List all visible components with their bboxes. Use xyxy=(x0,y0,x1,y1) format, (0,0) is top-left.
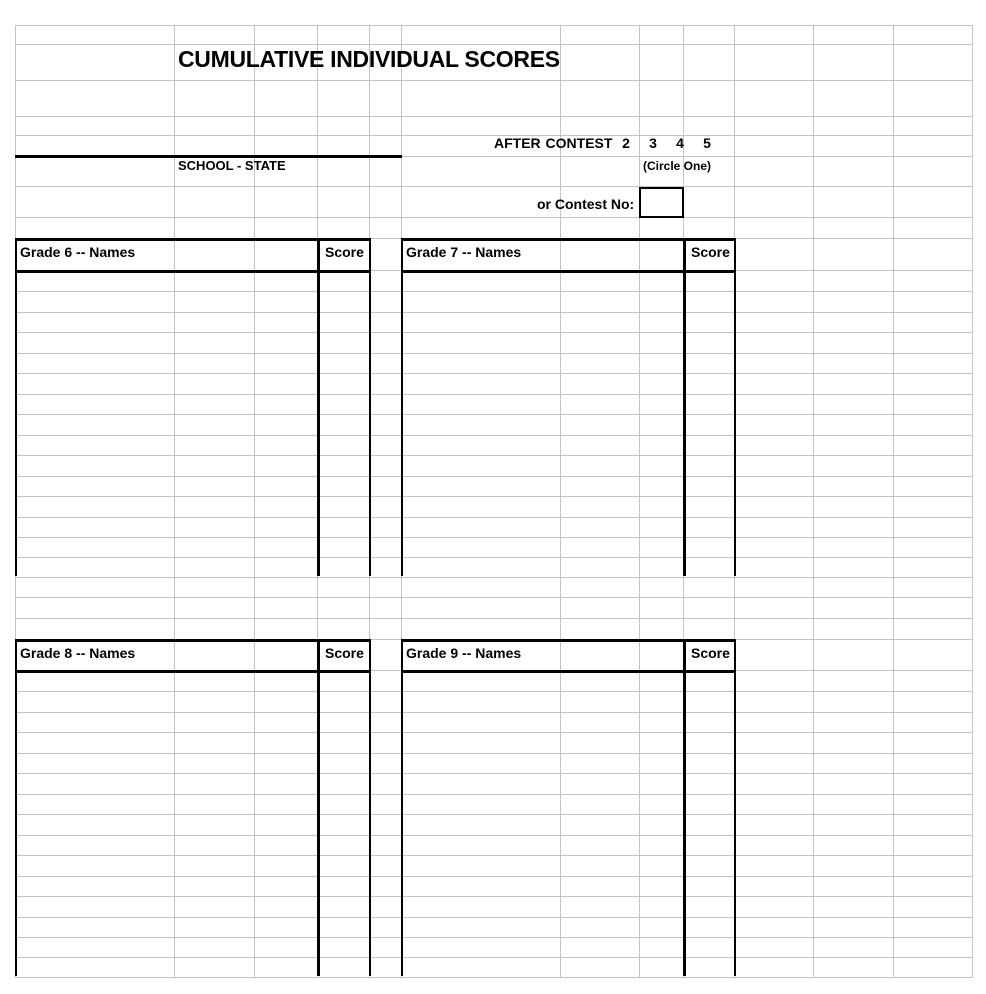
grid-row-line xyxy=(15,773,973,774)
school-state-label: SCHOOL - STATE xyxy=(178,158,286,173)
table-right-border xyxy=(734,238,736,576)
name-entry-cell[interactable] xyxy=(17,273,317,291)
score-entry-cell[interactable] xyxy=(686,693,734,711)
name-entry-cell[interactable] xyxy=(403,518,683,536)
name-entry-cell[interactable] xyxy=(403,273,683,291)
score-entry-cell[interactable] xyxy=(686,355,734,373)
name-entry-cell[interactable] xyxy=(17,334,317,352)
table-score-header: Score xyxy=(325,244,364,260)
table-names-header: Grade 8 -- Names xyxy=(20,645,136,661)
name-entry-cell[interactable] xyxy=(403,355,683,373)
score-entry-cell[interactable] xyxy=(320,436,369,454)
score-entry-cell[interactable] xyxy=(320,497,369,515)
name-entry-cell[interactable] xyxy=(17,775,317,793)
score-entry-cell[interactable] xyxy=(686,877,734,895)
grid-row-line xyxy=(15,414,973,415)
name-entry-cell[interactable] xyxy=(17,857,317,875)
name-entry-cell[interactable] xyxy=(403,959,683,977)
name-entry-cell[interactable] xyxy=(403,734,683,752)
name-entry-cell[interactable] xyxy=(17,816,317,834)
score-entry-cell[interactable] xyxy=(320,938,369,956)
score-entry-cell[interactable] xyxy=(686,959,734,977)
name-entry-cell[interactable] xyxy=(17,897,317,915)
score-entry-cell[interactable] xyxy=(320,755,369,773)
contest-option-3[interactable]: 3 xyxy=(649,135,657,151)
name-entry-cell[interactable] xyxy=(17,559,317,577)
table-score-header: Score xyxy=(325,645,364,661)
name-entry-cell[interactable] xyxy=(17,457,317,475)
score-entry-cell[interactable] xyxy=(686,416,734,434)
contest-option-4[interactable]: 4 xyxy=(676,135,684,151)
score-entry-cell[interactable] xyxy=(320,395,369,413)
table-right-border xyxy=(734,639,736,976)
grid-row-line xyxy=(15,557,973,558)
table-right-border xyxy=(369,639,371,976)
score-entry-cell[interactable] xyxy=(686,436,734,454)
name-entry-cell[interactable] xyxy=(17,795,317,813)
grid-row-line xyxy=(15,116,973,117)
table-score-header: Score xyxy=(691,645,730,661)
score-entry-cell[interactable] xyxy=(320,918,369,936)
score-entry-cell[interactable] xyxy=(686,538,734,556)
score-entry-cell[interactable] xyxy=(320,816,369,834)
name-entry-cell[interactable] xyxy=(403,457,683,475)
name-entry-cell[interactable] xyxy=(403,538,683,556)
score-entry-cell[interactable] xyxy=(320,897,369,915)
grid-row-line xyxy=(15,25,973,26)
score-entry-cell[interactable] xyxy=(320,518,369,536)
score-entry-cell[interactable] xyxy=(686,734,734,752)
grid-row-line xyxy=(15,80,973,81)
grid-row-line xyxy=(15,814,973,815)
score-entry-cell[interactable] xyxy=(320,857,369,875)
name-entry-cell[interactable] xyxy=(403,559,683,577)
score-entry-cell[interactable] xyxy=(686,334,734,352)
name-entry-cell[interactable] xyxy=(403,693,683,711)
grid-row-line xyxy=(15,217,973,218)
name-entry-cell[interactable] xyxy=(403,918,683,936)
score-entry-cell[interactable] xyxy=(686,816,734,834)
score-entry-cell[interactable] xyxy=(320,477,369,495)
page-title: CUMULATIVE INDIVIDUAL SCORES xyxy=(178,46,560,72)
name-entry-cell[interactable] xyxy=(17,477,317,495)
after-contest-label: AFTER CONTEST xyxy=(494,135,613,151)
name-entry-cell[interactable] xyxy=(17,293,317,311)
name-entry-cell[interactable] xyxy=(17,877,317,895)
score-entry-cell[interactable] xyxy=(320,959,369,977)
score-entry-cell[interactable] xyxy=(320,714,369,732)
name-entry-cell[interactable] xyxy=(17,375,317,393)
grid-row-line xyxy=(15,732,973,733)
name-entry-cell[interactable] xyxy=(403,836,683,854)
name-entry-cell[interactable] xyxy=(17,518,317,536)
name-entry-cell[interactable] xyxy=(403,477,683,495)
name-entry-cell[interactable] xyxy=(17,497,317,515)
name-entry-cell[interactable] xyxy=(17,734,317,752)
score-entry-cell[interactable] xyxy=(686,314,734,332)
contest-number-box[interactable] xyxy=(639,187,684,218)
score-entry-cell[interactable] xyxy=(686,497,734,515)
name-entry-cell[interactable] xyxy=(403,938,683,956)
name-entry-cell[interactable] xyxy=(403,436,683,454)
score-entry-cell[interactable] xyxy=(320,673,369,691)
score-entry-cell[interactable] xyxy=(686,395,734,413)
score-entry-cell[interactable] xyxy=(686,273,734,291)
name-entry-cell[interactable] xyxy=(403,755,683,773)
name-entry-cell[interactable] xyxy=(403,293,683,311)
score-entry-cell[interactable] xyxy=(320,293,369,311)
score-entry-cell[interactable] xyxy=(686,714,734,732)
name-entry-cell[interactable] xyxy=(403,775,683,793)
name-entry-cell[interactable] xyxy=(17,673,317,691)
score-entry-cell[interactable] xyxy=(686,559,734,577)
score-entry-cell[interactable] xyxy=(320,314,369,332)
name-entry-cell[interactable] xyxy=(17,693,317,711)
score-entry-cell[interactable] xyxy=(320,334,369,352)
contest-option-2[interactable]: 2 xyxy=(622,135,630,151)
table-names-header: Grade 7 -- Names xyxy=(406,244,522,260)
name-entry-cell[interactable] xyxy=(403,395,683,413)
grid-row-line xyxy=(15,455,973,456)
grid-row-line xyxy=(15,373,973,374)
grid-row-line xyxy=(15,712,973,713)
score-entry-cell[interactable] xyxy=(320,375,369,393)
grid-row-line xyxy=(15,312,973,313)
score-entry-cell[interactable] xyxy=(686,897,734,915)
name-entry-cell[interactable] xyxy=(403,795,683,813)
score-entry-cell[interactable] xyxy=(320,775,369,793)
name-entry-cell[interactable] xyxy=(403,816,683,834)
name-entry-cell[interactable] xyxy=(403,314,683,332)
name-entry-cell[interactable] xyxy=(17,714,317,732)
name-entry-cell[interactable] xyxy=(17,938,317,956)
score-entry-cell[interactable] xyxy=(686,293,734,311)
contest-number-label: or Contest No: xyxy=(537,196,635,212)
score-entry-cell[interactable] xyxy=(686,938,734,956)
score-entry-cell[interactable] xyxy=(686,477,734,495)
name-entry-cell[interactable] xyxy=(403,497,683,515)
name-entry-cell[interactable] xyxy=(17,755,317,773)
score-entry-cell[interactable] xyxy=(320,355,369,373)
score-entry-cell[interactable] xyxy=(320,559,369,577)
grid-row-line xyxy=(15,957,973,958)
grid-row-line xyxy=(15,353,973,354)
circle-one-hint: (Circle One) xyxy=(643,159,712,173)
name-entry-cell[interactable] xyxy=(17,959,317,977)
score-entry-cell[interactable] xyxy=(320,734,369,752)
score-entry-cell[interactable] xyxy=(686,755,734,773)
table-score-header: Score xyxy=(691,244,730,260)
score-entry-cell[interactable] xyxy=(686,673,734,691)
score-entry-cell[interactable] xyxy=(320,416,369,434)
table-names-header: Grade 6 -- Names xyxy=(20,244,136,260)
name-entry-cell[interactable] xyxy=(17,436,317,454)
name-entry-cell[interactable] xyxy=(17,416,317,434)
name-entry-cell[interactable] xyxy=(17,836,317,854)
name-entry-cell[interactable] xyxy=(403,877,683,895)
name-entry-cell[interactable] xyxy=(403,375,683,393)
name-entry-cell[interactable] xyxy=(17,918,317,936)
score-entry-cell[interactable] xyxy=(686,457,734,475)
name-entry-cell[interactable] xyxy=(403,673,683,691)
name-entry-cell[interactable] xyxy=(17,355,317,373)
contest-option-5[interactable]: 5 xyxy=(703,135,711,151)
score-entry-cell[interactable] xyxy=(686,518,734,536)
name-entry-cell[interactable] xyxy=(403,416,683,434)
score-entry-cell[interactable] xyxy=(320,795,369,813)
name-entry-cell[interactable] xyxy=(17,395,317,413)
score-entry-cell[interactable] xyxy=(686,775,734,793)
grid-row-line xyxy=(15,618,973,619)
score-entry-cell[interactable] xyxy=(686,795,734,813)
grid-row-line xyxy=(15,691,973,692)
score-entry-cell[interactable] xyxy=(320,877,369,895)
score-entry-cell[interactable] xyxy=(686,836,734,854)
name-entry-cell[interactable] xyxy=(403,897,683,915)
grid-row-line xyxy=(15,977,973,978)
table-right-border xyxy=(369,238,371,576)
grid-row-line xyxy=(15,186,973,187)
name-entry-cell[interactable] xyxy=(17,538,317,556)
grid-row-line xyxy=(15,44,973,45)
score-entry-cell[interactable] xyxy=(320,457,369,475)
grid-row-line xyxy=(15,855,973,856)
table-names-header: Grade 9 -- Names xyxy=(406,645,522,661)
grid-row-line xyxy=(15,753,973,754)
score-entry-cell[interactable] xyxy=(320,538,369,556)
grid-row-line xyxy=(15,577,973,578)
score-entry-cell[interactable] xyxy=(686,375,734,393)
grid-row-line xyxy=(15,332,973,333)
name-entry-cell[interactable] xyxy=(403,714,683,732)
grid-row-line xyxy=(15,291,973,292)
score-entry-cell[interactable] xyxy=(320,273,369,291)
name-entry-cell[interactable] xyxy=(403,857,683,875)
grid-row-line xyxy=(15,597,973,598)
name-entry-cell[interactable] xyxy=(403,334,683,352)
score-entry-cell[interactable] xyxy=(320,693,369,711)
score-entry-cell[interactable] xyxy=(686,918,734,936)
name-entry-cell[interactable] xyxy=(17,314,317,332)
score-entry-cell[interactable] xyxy=(320,836,369,854)
score-entry-cell[interactable] xyxy=(686,857,734,875)
